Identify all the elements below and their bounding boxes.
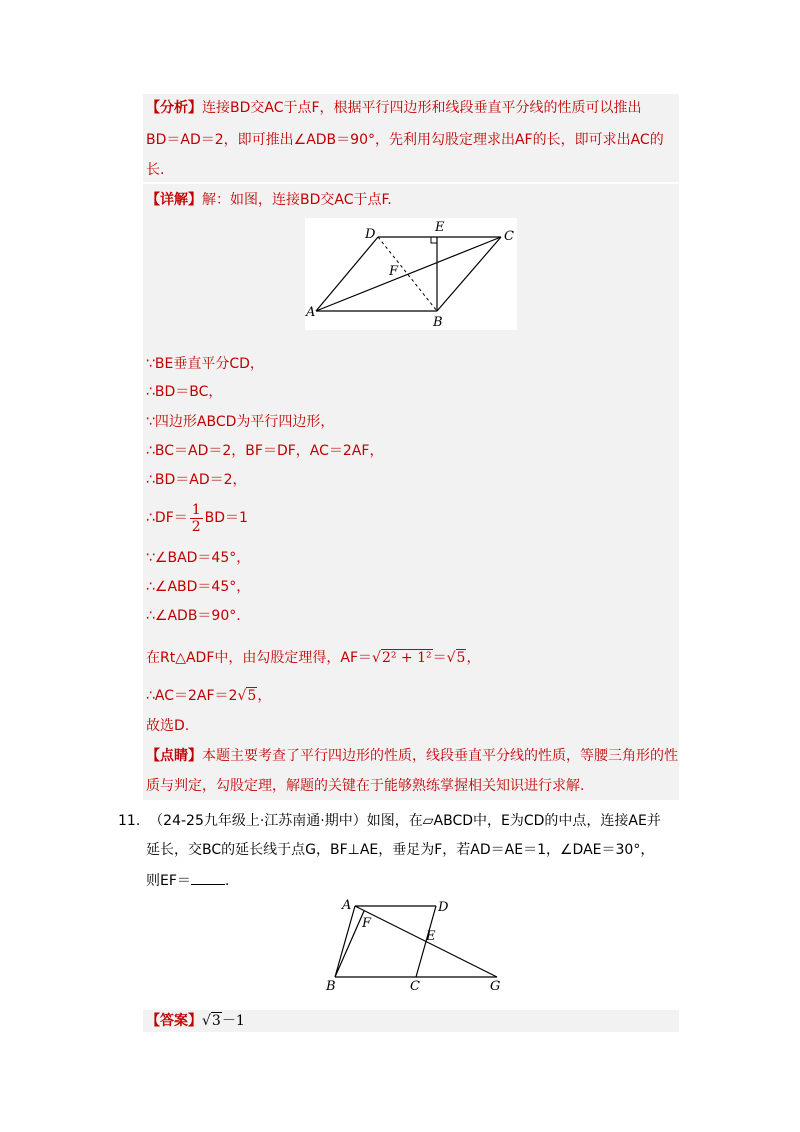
fig2-label-a: A [342, 898, 352, 913]
analysis-text-3: 长. [146, 162, 165, 178]
fig1-label-a: A [306, 305, 316, 320]
pythag-equals: ＝ [432, 650, 447, 666]
radicand-af: 5 [456, 650, 466, 666]
step-8: ∴∠ABD＝45°， [146, 579, 251, 595]
fig2-label-b: B [326, 979, 336, 993]
step-3: ∵四边形ABCD为平行四边形， [146, 414, 335, 430]
step-5: ∴BD＝AD＝2， [146, 472, 247, 488]
radical-sign-3: √ [237, 688, 247, 704]
analysis-line-1 [146, 98, 642, 118]
step-11-lead: ∴AC＝2AF＝2 [146, 688, 238, 704]
comment-text-1: 本题主要考查了平行四边形的性质，线段垂直平分线的性质，等腰三角形的性 [202, 748, 678, 764]
detail-tag: 【详解】 [146, 192, 202, 208]
figure-parallelogram-1 [305, 218, 517, 330]
question-text-3: 则EF＝ [146, 873, 191, 889]
fig1-label-b: B [433, 315, 443, 330]
step-6 [146, 500, 248, 536]
step-9: ∴∠ADB＝90°. [146, 608, 241, 624]
detail-intro: 解：如图，连接BD交AC于点F. [202, 192, 392, 208]
fig1-label-c: C [504, 229, 514, 244]
step-12: 故选D. [146, 718, 190, 734]
analysis-text-1: 连接BD交AC于点F，根据平行四边形和线段垂直平分线的性质可以推出 [202, 100, 642, 116]
step-10-comma: ， [466, 650, 481, 666]
step-6-tail: BD＝1 [204, 510, 248, 526]
analysis-tag: 【分析】 [146, 100, 202, 116]
analysis-line-3 [146, 160, 164, 180]
answer-line [146, 1011, 245, 1031]
fraction-numerator: 1 [191, 501, 201, 518]
fig2-label-e: E [426, 929, 436, 944]
radicand-ac: 5 [247, 688, 257, 704]
figure-parallelogram-2 [320, 893, 510, 993]
question-text-1: （24-25九年级上·江苏南通·期中）如图，在▱ABCD中，E为CD的中点，连接AE并 [149, 813, 661, 829]
answer-blank [191, 870, 225, 885]
step-1: ∵BE垂直平分CD， [146, 356, 264, 372]
answer-rest: －1 [221, 1013, 245, 1029]
analysis-line-2 [146, 130, 664, 150]
step-2: ∴BD＝BC， [146, 384, 223, 400]
step-6-lead: ∴DF＝ [146, 510, 188, 526]
fig1-label-f: F [389, 264, 399, 279]
answer-radicand: 3 [211, 1013, 221, 1029]
question-text-2: 延长，交BC的延长线于点G，BF⊥AE，垂足为F，若AD＝AE＝1，∠DAE＝30°， [146, 842, 655, 858]
fig2-label-g: G [490, 979, 501, 993]
fraction-one-half [190, 502, 203, 535]
fig2-label-f: F [362, 916, 372, 931]
question-line-1 [118, 811, 661, 831]
answer-radical-sign: √ [202, 1013, 211, 1029]
question-number: 11. [118, 813, 141, 829]
step-11 [146, 686, 271, 706]
comment-line-1 [146, 746, 678, 766]
comment-text-2: 质与判定，勾股定理，解题的关键在于能够熟练掌握相关知识进行求解. [146, 778, 585, 794]
radicand-pythag: 2² + 1² [381, 650, 432, 666]
step-7: ∵∠BAD＝45°， [146, 550, 251, 566]
analysis-text-2: BD＝AD＝2，即可推出∠ADB＝90°，先利用勾股定理求出AF的长，即可求出AC的 [146, 132, 664, 148]
step-11-comma: ， [257, 688, 272, 704]
answer-tag: 【答案】 [146, 1013, 202, 1029]
fig1-label-d: D [365, 227, 376, 242]
comment-line-2 [146, 776, 584, 796]
detail-intro-line [146, 190, 392, 210]
fig2-label-d: D [438, 900, 449, 915]
question-line-2 [146, 840, 654, 860]
radical-sign-2: √ [446, 650, 456, 666]
fig2-label-c: C [410, 979, 420, 993]
radical-sign: √ [372, 650, 381, 666]
question-line-3 [146, 870, 229, 891]
fraction-denominator: 2 [191, 518, 201, 535]
comment-tag: 【点睛】 [146, 748, 202, 764]
step-4: ∴BC＝AD＝2，BF＝DF，AC＝2AF， [146, 443, 384, 459]
fig1-label-e: E [435, 220, 445, 235]
step-10 [146, 648, 480, 668]
question-text-3-end: . [224, 873, 230, 889]
step-10-lead: 在Rt△ADF中，由勾股定理得，AF＝ [146, 650, 373, 666]
